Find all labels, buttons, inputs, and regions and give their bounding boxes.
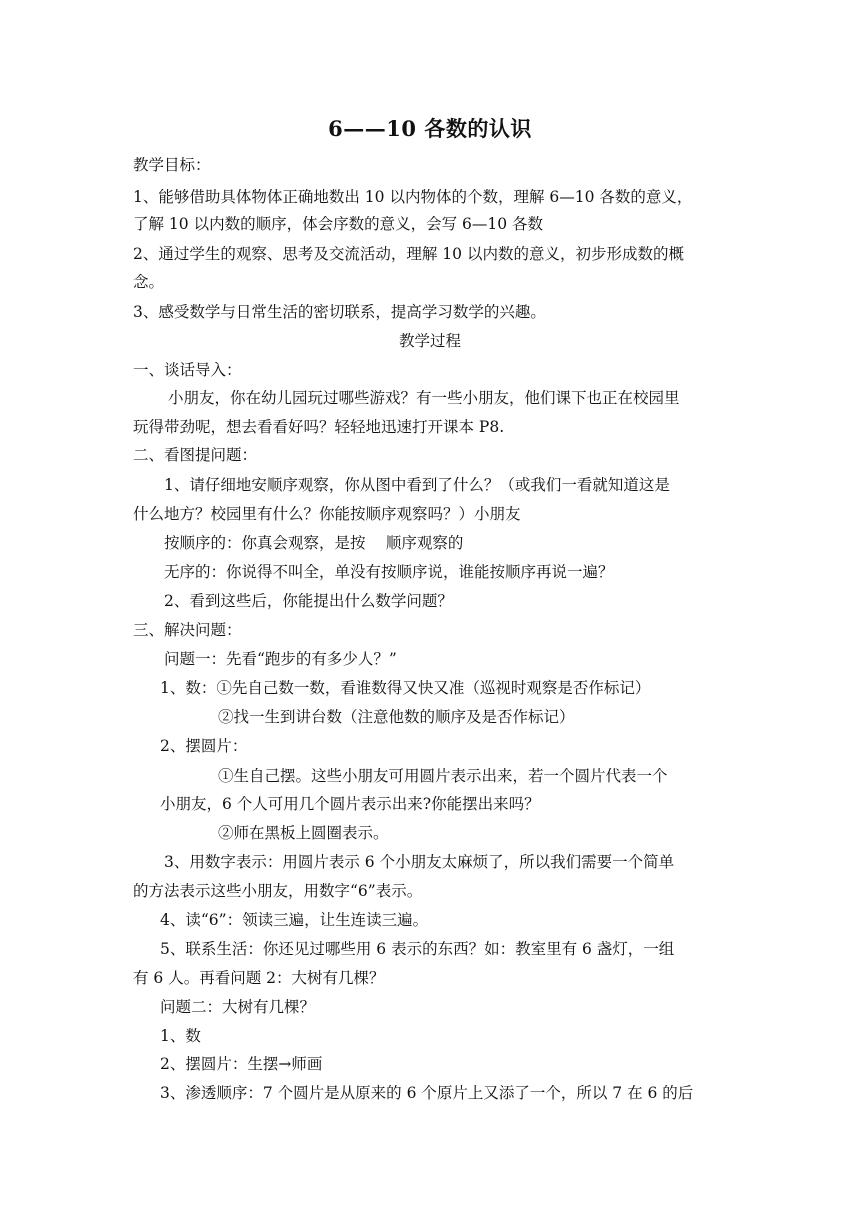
section-objectives: 教学目标： — [133, 156, 211, 174]
text-line: 3、渗透顺序：7 个圆片是从原来的 6 个原片上又添了一个，所以 7 在 6 的后 — [160, 1084, 694, 1102]
text-line: 什么地方？校园里有什么？你能按顺序观察吗？）小朋友 — [133, 505, 521, 523]
document-title: 6——10 各数的认识 — [328, 116, 532, 141]
text-line: 问题一：先看“跑步的有多少人？” — [164, 650, 397, 668]
text-line: 2、摆圆片：生摆→师画 — [160, 1055, 323, 1073]
text-line: 5、联系生活：你还见过哪些用 6 表示的东西？如：教室里有 6 盏灯，一组 — [160, 940, 675, 958]
text-line: 有 6 人。再看问题 2：大树有几棵？ — [133, 969, 385, 987]
text-line: 问题二：大树有几棵？ — [160, 998, 316, 1016]
text-line: 2、摆圆片： — [160, 737, 248, 755]
text-line: 玩得带劲呢，想去看看好吗？轻轻地迅速打开课本 P8. — [133, 418, 505, 436]
text-line: ②找一生到讲台数（注意他数的顺序及是否作标记） — [218, 708, 575, 726]
text-line: 了解 10 以内数的顺序，体会序数的意义，会写 6—10 各数 — [133, 215, 544, 233]
text-line: ①生自己摆。这些小朋友可用圆片表示出来，若一个圆片代表一个 — [218, 767, 668, 785]
text-line: 按顺序的：你真会观察，是按 顺序观察的 — [164, 534, 464, 552]
text-line: 小朋友，6 个人可用几个圆片表示出来?你能摆出来吗？ — [160, 795, 540, 813]
text-line: 1、数：①先自己数一数，看谁数得又快又准（巡视时观察是否作标记） — [160, 679, 651, 697]
text-line: ②师在黑板上圆圈表示。 — [218, 824, 389, 842]
text-line: 1、请仔细地安顺序观察，你从图中看到了什么？（或我们一看就知道这是 — [164, 476, 670, 494]
text-line: 2、看到这些后，你能提出什么数学问题？ — [164, 592, 453, 610]
text-line: 1、数 — [160, 1027, 201, 1045]
text-line: 小朋友，你在幼儿园玩过哪些游戏？有一些小朋友，他们课下也正在校园里 — [168, 389, 680, 407]
text-line: 念。 — [133, 273, 165, 291]
text-line: 4、读“6”：领读三遍，让生连读三遍。 — [160, 911, 429, 929]
text-line: 2、通过学生的观察、思考及交流活动，理解 10 以内数的意义，初步形成数的概 — [133, 245, 684, 263]
section-process-heading: 教学过程 — [398, 332, 461, 350]
section-heading: 二、看图提问题： — [133, 446, 258, 464]
section-heading: 一、谈话导入： — [133, 361, 242, 379]
text-line: 3、感受数学与日常生活的密切联系，提高学习数学的兴趣。 — [133, 303, 546, 321]
text-line: 无序的：你说得不叫全，单没有按顺序说，谁能按顺序再说一遍？ — [164, 563, 614, 581]
text-line: 1、能够借助具体物体正确地数出 10 以内物体的个数，理解 6—10 各数的意义， — [133, 188, 693, 206]
section-heading: 三、解决问题： — [133, 621, 242, 639]
text-line: 的方法表示这些小朋友，用数字“6”表示。 — [133, 882, 423, 900]
text-line: 3、用数字表示：用圆片表示 6 个小朋友太麻烦了，所以我们需要一个简单 — [164, 853, 675, 871]
